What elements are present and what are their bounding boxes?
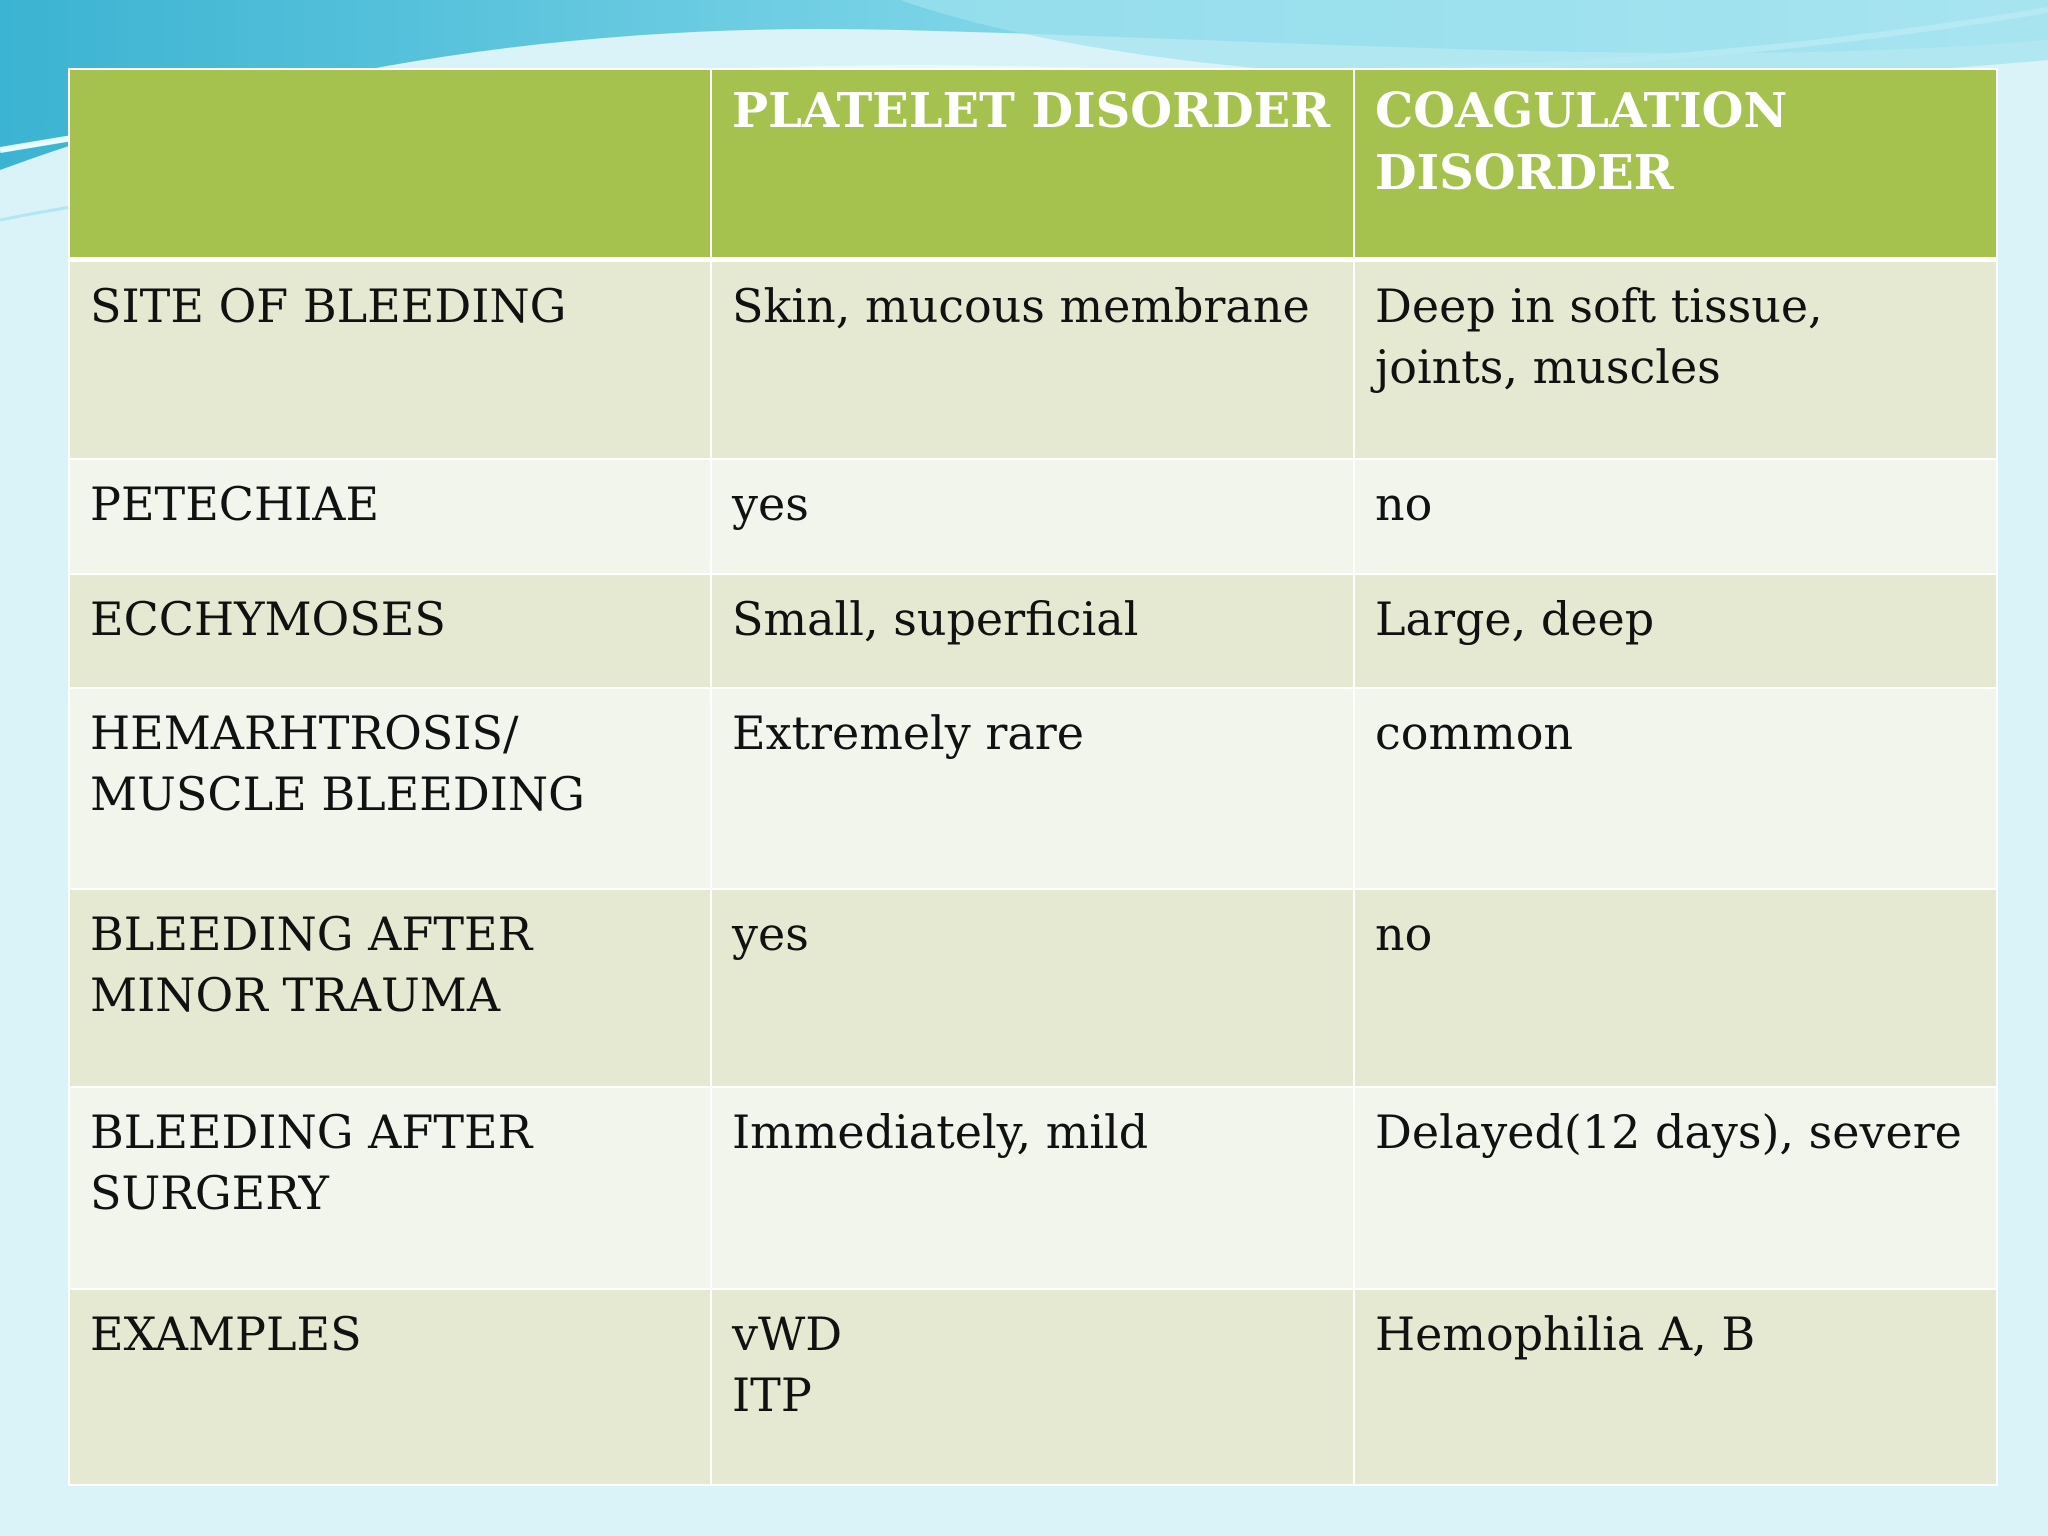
- coagulation-cell: no: [1354, 889, 1997, 1087]
- platelet-cell: Immediately, mild: [711, 1087, 1354, 1289]
- table-row: [69, 574, 1997, 688]
- table-header-row: [69, 69, 1997, 259]
- coagulation-cell: Hemophilia A, B: [1354, 1289, 1997, 1485]
- feature-cell: PETECHIAE: [69, 459, 711, 574]
- example-itp: ITP: [732, 1368, 812, 1422]
- feature-cell: BLEEDING AFTER MINOR TRAUMA: [69, 889, 711, 1087]
- coagulation-cell: Large, deep: [1354, 574, 1997, 688]
- feature-cell: HEMARHTROSIS/ MUSCLE BLEEDING: [69, 688, 711, 889]
- feature-cell: EXAMPLES: [69, 1289, 711, 1485]
- feature-cell: SITE OF BLEEDING: [69, 259, 711, 459]
- platelet-cell: yes: [711, 459, 1354, 574]
- header-platelet-disorder: PLATELET DISORDER: [711, 69, 1354, 259]
- platelet-cell: yes: [711, 889, 1354, 1087]
- coagulation-cell: no: [1354, 459, 1997, 574]
- table-row: [69, 259, 1997, 459]
- feature-cell: BLEEDING AFTER SURGERY: [69, 1087, 711, 1289]
- feature-cell: ECCHYMOSES: [69, 574, 711, 688]
- coagulation-cell: Delayed(12 days), severe: [1354, 1087, 1997, 1289]
- platelet-cell: [711, 1289, 1354, 1485]
- coagulation-cell: Deep in soft tissue, joints, muscles: [1354, 259, 1997, 459]
- table-row: [69, 688, 1997, 889]
- header-coagulation-disorder: COAGULATION DISORDER: [1354, 69, 1997, 259]
- table-row: [69, 1289, 1997, 1485]
- comparison-table: [68, 68, 1998, 1486]
- coagulation-cell: common: [1354, 688, 1997, 889]
- platelet-cell: Extremely rare: [711, 688, 1354, 889]
- platelet-cell: Small, superficial: [711, 574, 1354, 688]
- table-row: [69, 889, 1997, 1087]
- table-row: [69, 1087, 1997, 1289]
- platelet-cell: Skin, mucous membrane: [711, 259, 1354, 459]
- example-vwd: vWD: [732, 1307, 843, 1361]
- table-row: [69, 459, 1997, 574]
- header-feature: [69, 69, 711, 259]
